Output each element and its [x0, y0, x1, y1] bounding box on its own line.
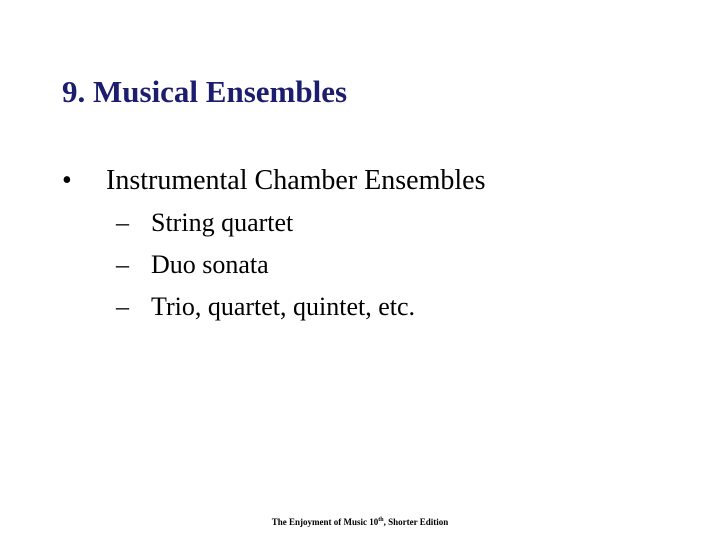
slide-footer: [0, 517, 720, 527]
dash-marker: –: [116, 208, 129, 237]
sub-bullet-text: String quartet: [151, 208, 294, 237]
slide-title: 9. Musical Ensembles: [62, 74, 348, 109]
bullet-marker: •: [62, 165, 72, 196]
dash-marker: –: [116, 292, 129, 321]
bullet-text: Instrumental Chamber Ensembles: [106, 165, 486, 196]
sub-bullet-text: Duo sonata: [151, 250, 269, 279]
footer-suffix: , Shorter Edition: [383, 517, 449, 527]
footer-text: The Enjoyment of Music 10: [271, 517, 379, 527]
sub-bullet-text: Trio, quartet, quintet, etc.: [151, 292, 416, 321]
dash-marker: –: [116, 250, 129, 279]
footer-superscript: th: [378, 517, 384, 523]
